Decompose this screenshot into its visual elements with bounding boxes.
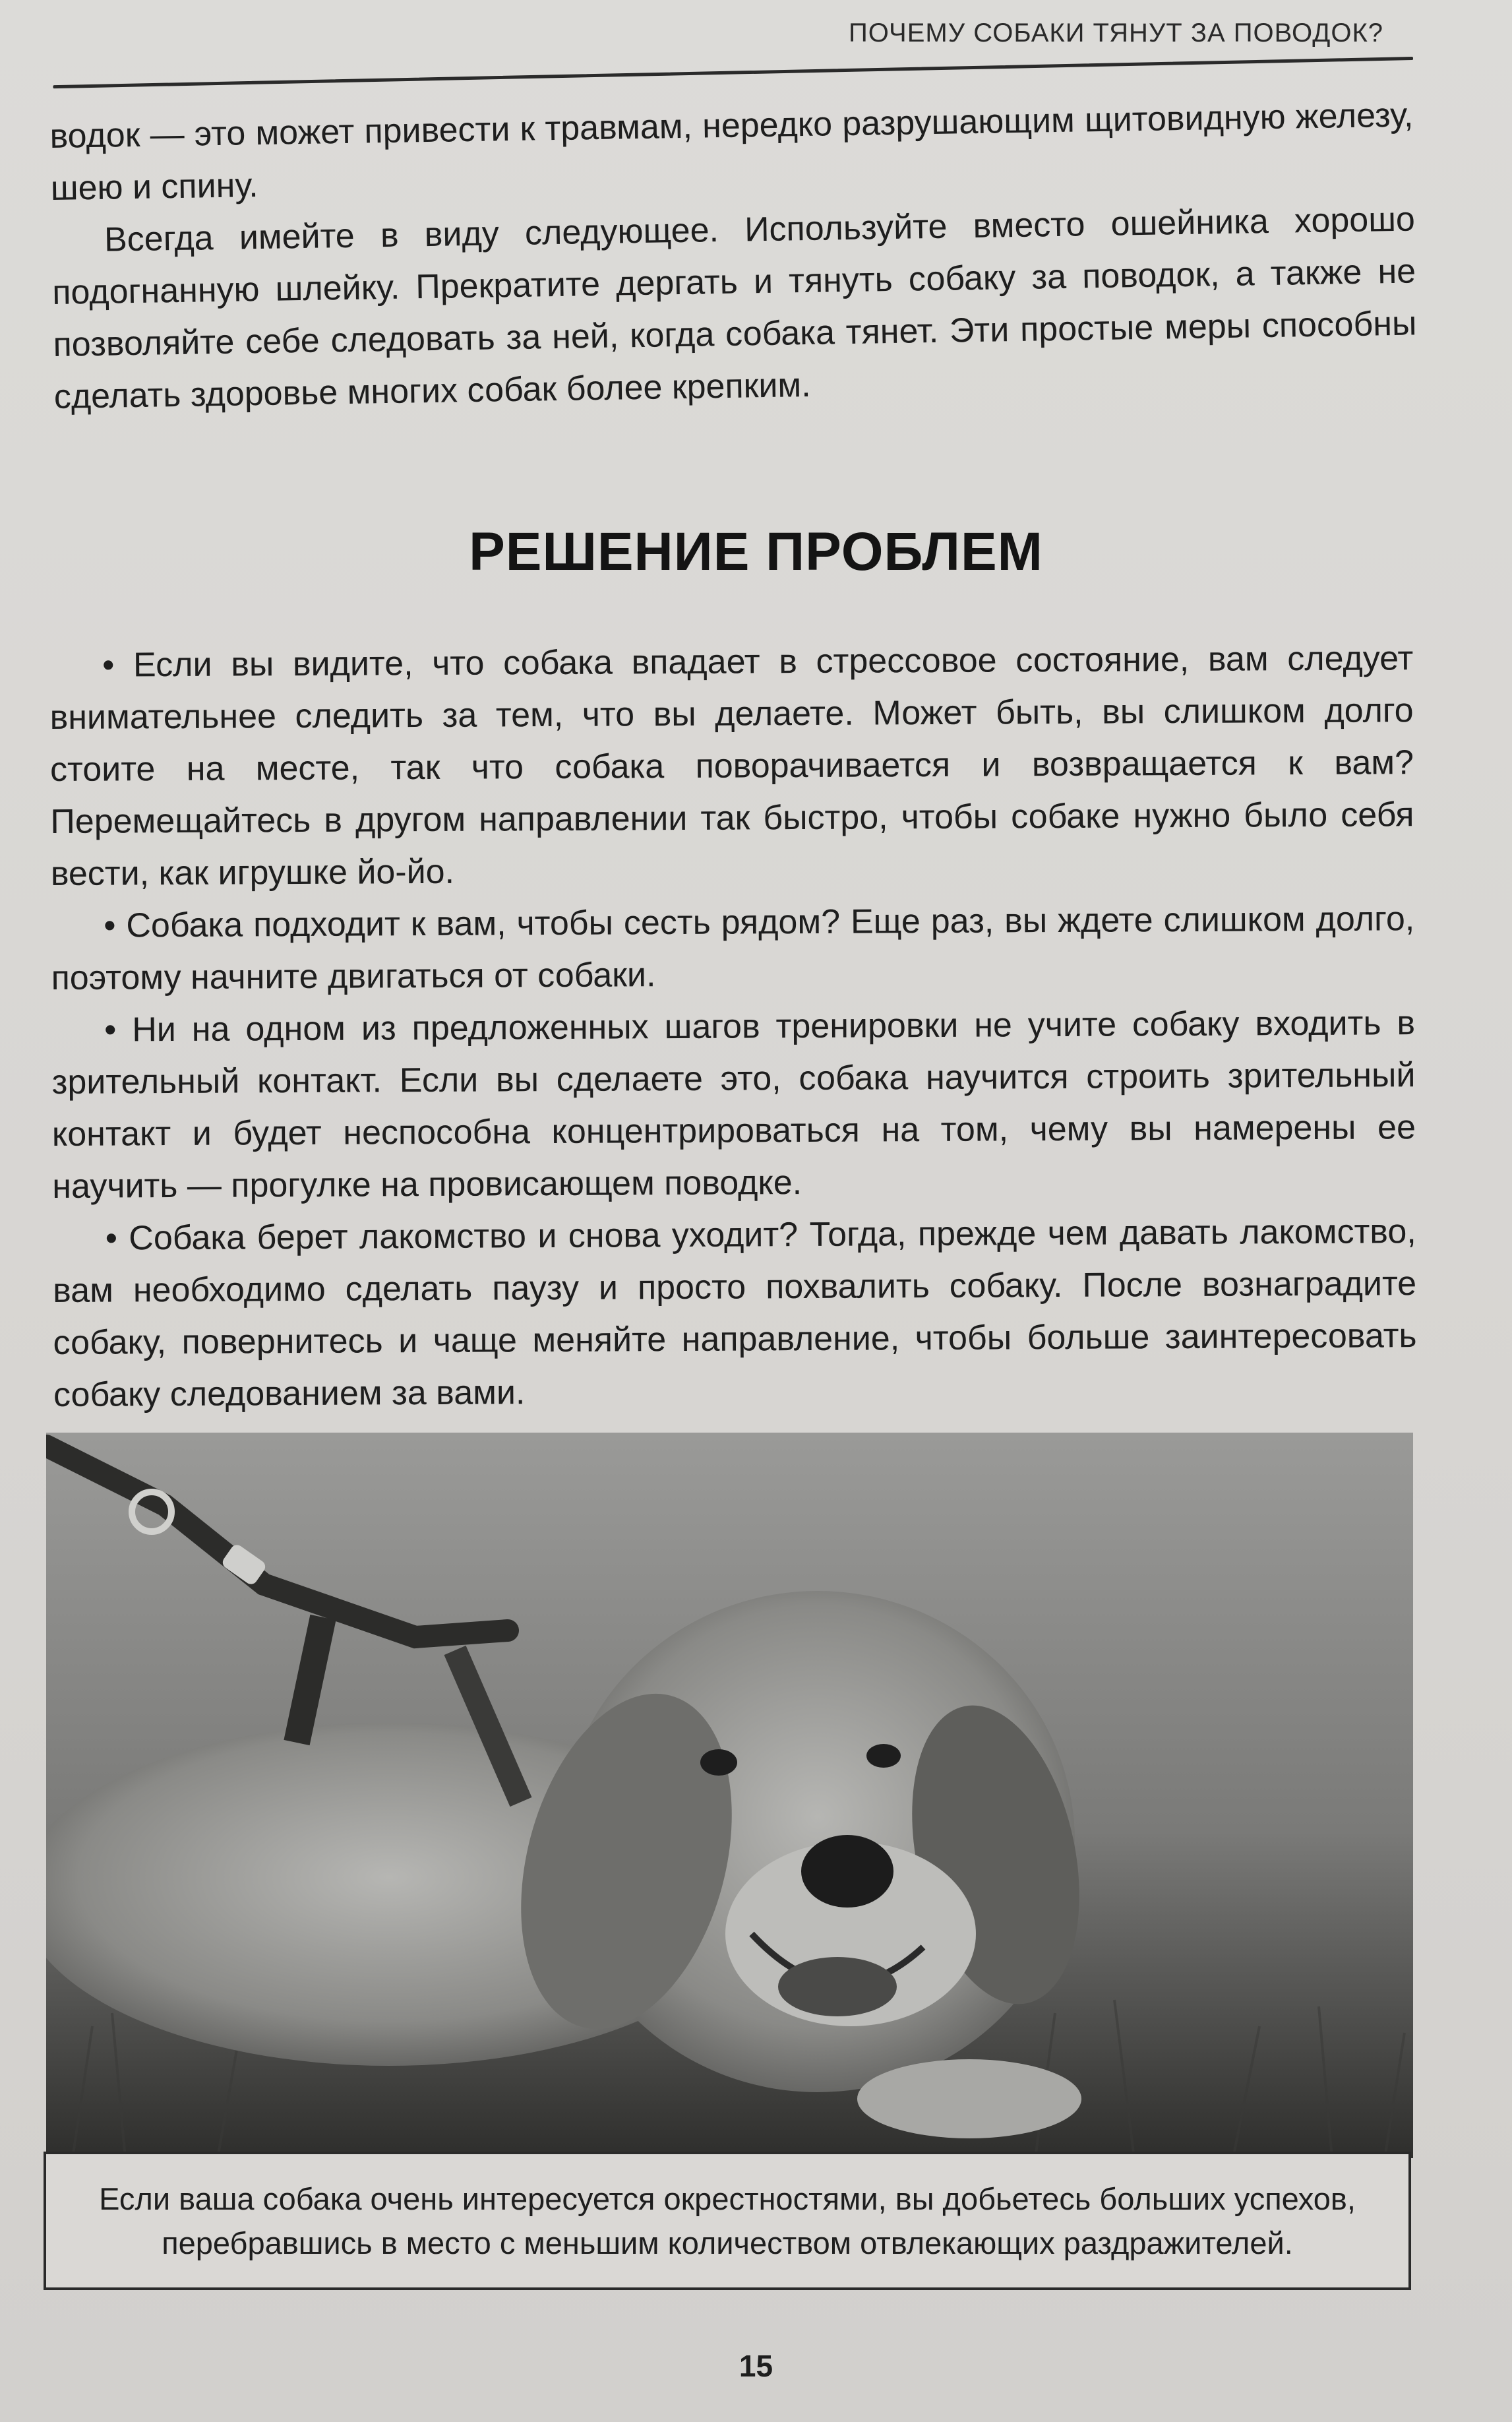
- photo-caption-box: [44, 2152, 1411, 2290]
- bullet-item-1: • Если вы видите, что собака впадает в стрессовое состояние, вам следует внимательнее следить за тем, что вы делаете. Может быть, вы слишком долго стоите на месте, так что собака поворачивается и возвращается к вам? Перемещайтесь в другом направлении так быстро, чтобы собаке нужно было себя вести, как игрушке йо-йо.: [49, 639, 1414, 893]
- page-number: 15: [739, 2349, 773, 2383]
- section-heading: РЕШЕНИЕ ПРОБЛЕМ: [469, 522, 1043, 582]
- intro-text-block: [49, 90, 1418, 423]
- bullet-item-2: • Собака подходит к вам, чтобы сесть рядом? Еще раз, вы ждете слишком долго, поэтому начните двигаться от собаки.: [51, 900, 1415, 997]
- photo-caption: Если ваша собака очень интересуется окрестностями, вы добьетесь больших успехов, перебравшись в место с меньшим количеством отвлекающих раздражителей.: [99, 2181, 1356, 2260]
- puppy-on-leash-photo: [46, 1433, 1413, 2158]
- header-rule: [53, 57, 1413, 88]
- bullet-item-4: • Собака берет лакомство и снова уходит? Тогда, прежде чем давать лакомство, вам необходимо сделать паузу и просто похвалить собаку. После вознаградите собаку, повернитесь и чаще меняйте направление, чтобы больше заинтересовать собаку следованием за вами.: [53, 1212, 1417, 1414]
- running-header-title: ПОЧЕМУ СОБАКИ ТЯНУТ ЗА ПОВОДОК?: [849, 18, 1383, 47]
- puppy-illustration: [46, 1433, 1413, 2158]
- intro-paragraph-1: водок — это может привести к травмам, нередко разрушающим щитовидную железу, шею и спину.: [49, 96, 1414, 208]
- bullet-item-3: • Ни на одном из предложенных шагов тренировки не учите собаку входить в зрительный контакт. Если вы сделаете это, собака научится строить зрительный контакт и будет неспособна концентрироваться на том, чему вы намерены ее научить — прогулке на провисающем поводке.: [51, 1004, 1416, 1206]
- bullet-list: [49, 633, 1417, 1421]
- intro-paragraph-2: Всегда имейте в виду следующее. Используйте вместо ошейника хорошо подогнанную шлейку. Прекратите дергать и тянуть собаку за поводок, а также не позволяйте себе следовать за ней, когда собака тянет. Эти простые меры способны сделать здоровье многих собак более крепким.: [51, 200, 1417, 416]
